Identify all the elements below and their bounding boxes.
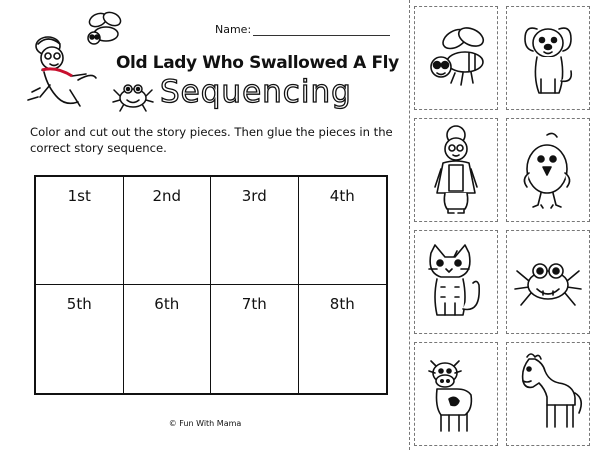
name-label: Name: xyxy=(215,23,252,36)
sequence-cell-8[interactable]: 8th xyxy=(329,295,355,313)
fly-icon xyxy=(415,7,497,109)
copyright-text: © Fun With Mama xyxy=(168,419,242,428)
sequence-cell-1[interactable]: 1st xyxy=(36,177,124,285)
card-fly[interactable] xyxy=(414,6,498,110)
spider-header-icon xyxy=(112,78,154,112)
sequence-cell-6[interactable]: 6th xyxy=(124,285,212,393)
sequence-cell-3[interactable]: 3rd xyxy=(211,177,299,285)
worksheet-subtitle: Sequencing xyxy=(160,74,352,110)
fly-header-icon xyxy=(80,10,128,50)
sequence-cell-5[interactable]: 5th xyxy=(36,285,124,393)
worksheet-title: Old Lady Who Swallowed A Fly xyxy=(116,53,399,73)
sequence-cell-7[interactable]: 7th xyxy=(211,285,299,393)
bird-icon xyxy=(507,119,589,221)
card-horse[interactable] xyxy=(506,342,590,446)
sequence-grid xyxy=(34,175,388,395)
card-spider[interactable] xyxy=(506,230,590,334)
old-lady-icon xyxy=(415,119,497,221)
cut-line xyxy=(409,0,410,450)
dog-icon xyxy=(507,7,589,109)
cat-icon xyxy=(415,231,497,333)
instructions-text: Color and cut out the story pieces. Then glue the pieces in the correct story sequence. xyxy=(30,125,393,155)
card-cat[interactable] xyxy=(414,230,498,334)
sequence-cell-4[interactable]: 4th xyxy=(299,177,387,285)
spider-icon xyxy=(507,231,589,333)
sequence-cell-2[interactable]: 2nd xyxy=(124,177,212,285)
card-bird[interactable] xyxy=(506,118,590,222)
name-input-line[interactable] xyxy=(253,35,390,36)
card-cow[interactable] xyxy=(414,342,498,446)
card-dog[interactable] xyxy=(506,6,590,110)
cow-icon xyxy=(415,343,497,445)
card-old-lady[interactable] xyxy=(414,118,498,222)
horse-icon xyxy=(507,343,589,445)
